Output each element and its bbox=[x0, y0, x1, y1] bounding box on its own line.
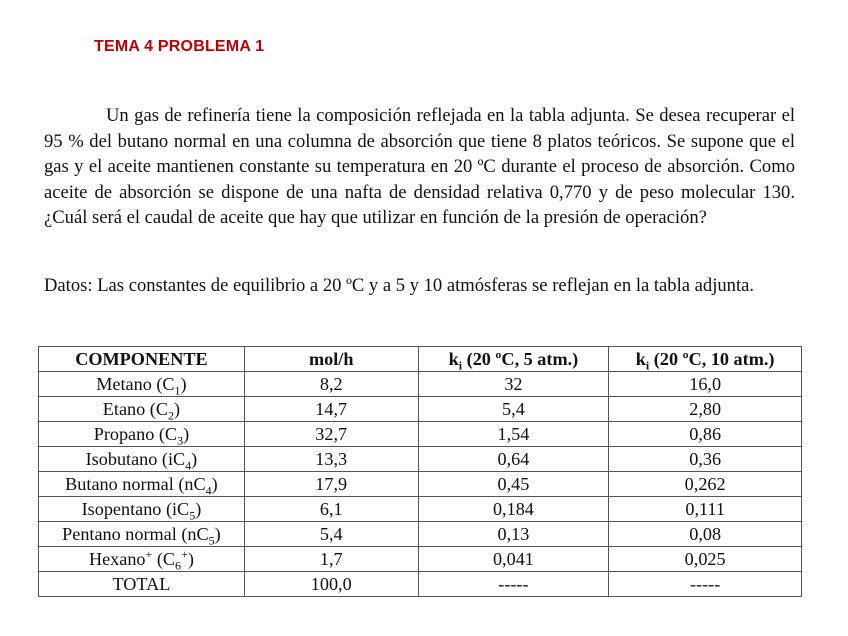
header-k10 bbox=[609, 347, 802, 372]
table-row bbox=[39, 522, 802, 547]
table-row bbox=[39, 422, 802, 447]
header-component: COMPONENTE bbox=[39, 347, 245, 372]
k10-cell: 0,36 bbox=[609, 447, 802, 472]
table-header-row bbox=[39, 347, 802, 372]
k5-cell: 0,45 bbox=[418, 472, 609, 497]
k5-symbol: k bbox=[448, 349, 459, 369]
k5-cell: 0,64 bbox=[418, 447, 609, 472]
component-cell: Etano $(C_2)$ bbox=[39, 397, 245, 422]
k5-cell: 0,041 bbox=[418, 547, 609, 572]
component-cell: Isobutano $(iC_4)$ bbox=[39, 447, 245, 472]
component-cell: Butano normal $(nC_4)$ bbox=[39, 472, 245, 497]
k5-cell: 5,4 bbox=[418, 397, 609, 422]
k10-cell: 0,08 bbox=[609, 522, 802, 547]
k5-conditions: (20 ºC, 5 atm.) bbox=[462, 349, 579, 369]
k10-cell: 16,0 bbox=[609, 372, 802, 397]
flow-cell: 14,7 bbox=[244, 397, 418, 422]
k10-cell: 2,80 bbox=[609, 397, 802, 422]
table-row bbox=[39, 497, 802, 522]
total-k5: ----- bbox=[418, 572, 609, 597]
flow-cell: 5,4 bbox=[244, 522, 418, 547]
k10-cell: 0,86 bbox=[609, 422, 802, 447]
table-row bbox=[39, 472, 802, 497]
component-cell: Metano $(C_1)$ bbox=[39, 372, 245, 397]
flow-cell: 8,2 bbox=[244, 372, 418, 397]
k10-cell: 0,111 bbox=[609, 497, 802, 522]
k10-conditions: (20 ºC, 10 atm.) bbox=[649, 349, 775, 369]
total-flow: 100,0 bbox=[244, 572, 418, 597]
equilibrium-table bbox=[38, 346, 802, 597]
k5-cell: 1,54 bbox=[418, 422, 609, 447]
header-flow: mol/h bbox=[244, 347, 418, 372]
flow-cell: 17,9 bbox=[244, 472, 418, 497]
k10-symbol: k bbox=[635, 349, 646, 369]
k10-subscript: i bbox=[645, 358, 650, 373]
component-cell: Hexano+ $(C_6^+)$ bbox=[39, 547, 245, 572]
data-note: Datos: Las constantes de equilibrio a 20 ºC y a 5 y 10 atmósferas se reflejan en la tabla adjunta. bbox=[44, 275, 755, 296]
flow-cell: 6,1 bbox=[244, 497, 418, 522]
header-k5 bbox=[418, 347, 609, 372]
flow-cell: 1,7 bbox=[244, 547, 418, 572]
k10-cell: 0,262 bbox=[609, 472, 802, 497]
component-cell: Propano $(C_3)$ bbox=[39, 422, 245, 447]
table-row bbox=[39, 547, 802, 572]
k5-cell: 0,13 bbox=[418, 522, 609, 547]
total-k10: ----- bbox=[609, 572, 802, 597]
table-total-row bbox=[39, 572, 802, 597]
table-row bbox=[39, 397, 802, 422]
k5-cell: 32 bbox=[418, 372, 609, 397]
k5-cell: 0,184 bbox=[418, 497, 609, 522]
table-row bbox=[39, 447, 802, 472]
problem-statement: Un gas de refinería tiene la composición reflejada en la tabla adjunta. Se desea recuperar el 95 % del butano normal en una columna de absorción que tiene 8 platos teóricos. Se supone que el gas y el aceite mantienen constante su temperatura en 20 ºC durante el proceso de absorción. Como aceite de absorción se dispone de una nafta de densidad relativa 0,770 y de peso molecular 130. ¿Cuál será el caudal de aceite que hay que utilizar en función de la presión de operación? bbox=[44, 105, 795, 229]
component-cell: Isopentano $(iC_5)$ bbox=[39, 497, 245, 522]
k5-subscript: i bbox=[458, 358, 463, 373]
k10-cell: 0,025 bbox=[609, 547, 802, 572]
flow-cell: 13,3 bbox=[244, 447, 418, 472]
page-title: TEMA 4 PROBLEMA 1 bbox=[94, 38, 265, 55]
flow-cell: 32,7 bbox=[244, 422, 418, 447]
component-cell: Pentano normal $(nC_5)$ bbox=[39, 522, 245, 547]
table-row bbox=[39, 372, 802, 397]
total-label: TOTAL bbox=[39, 572, 245, 597]
